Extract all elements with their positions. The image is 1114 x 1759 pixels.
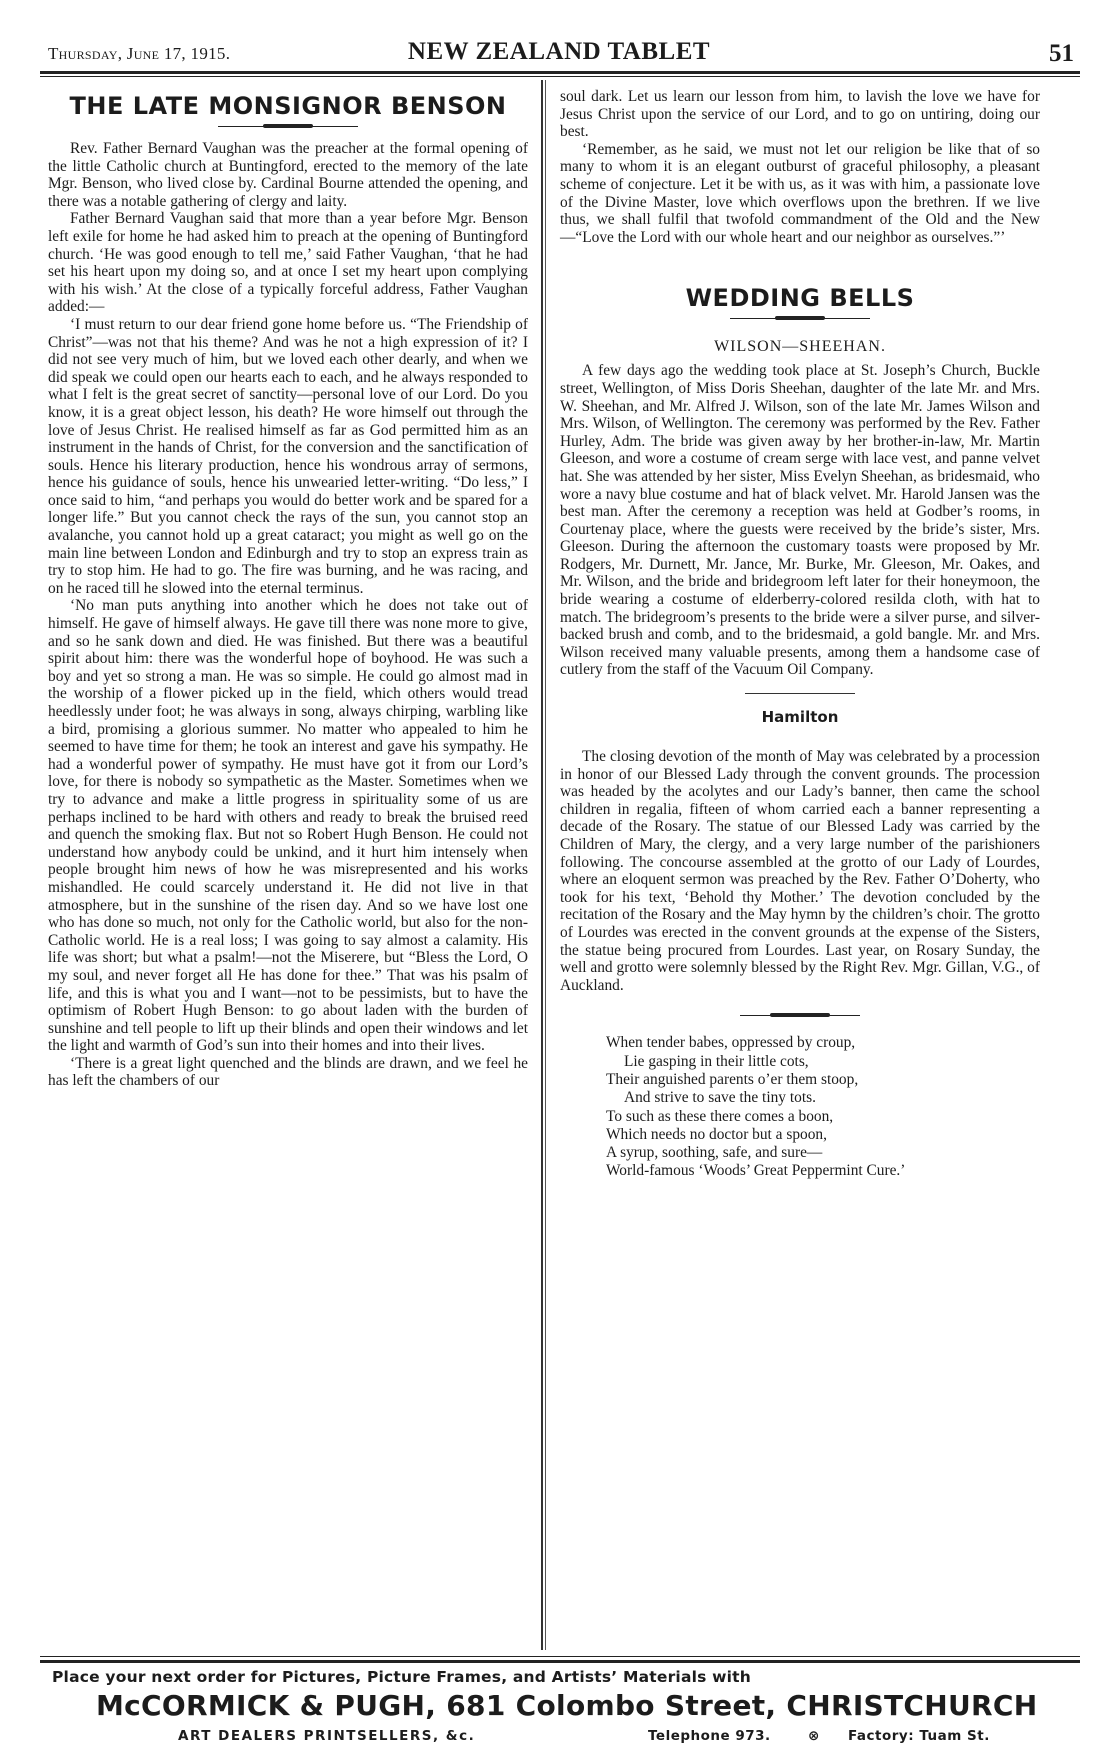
poem-line: To such as these there comes a boon, <box>606 1107 834 1125</box>
hamilton-heading: Hamilton <box>761 708 839 727</box>
wedding-subheading: WILSON—SHEEHAN. <box>714 338 886 356</box>
section-divider <box>745 693 855 694</box>
header-rule-thin <box>40 76 1080 77</box>
article-paragraph: ‘No man puts anything into another which he does not take out of himself. He gave of himself always. He gave till there was none more to give, and so he sank down and died. He was finished. But there was a beautiful spirit about him: there was the wonderful hope of boyhood. He was such a boy and yet so strong a man. He was so simple. He could go almost mad in the worship of a flower picked up in the field, which others would tread heedlessly under foot; he was always in song, always chirping, warbling like a bird, promising a glorious summer. No matter who appealed to him he seemed to have time for them; he took an interest and gave his sympathy. He had a wonderful power of sympathy. He must have got it from our Lord’s love, for there is nobody so sympathetic as the Master. Sometimes when we try to advance and make a little progress in spirituality some of us are perhaps inclined to be hard with others and ready to break the bruised reed and quench the smoking flax. But not so Robert Hugh Benson. He could not understand how anybody could be unkind, and it hurt him intensely when people brought him news of how he was misrepresented and his works mishandled. He could scarcely understand it. He did not live in that atmosphere, but in the sunshine of the risen day. And so we have lost one who has done so much, not only for the Catholic world, but also for the non-Catholic world. He is a real loss; I was going to say almost a calamity. His life was short; but what a psalm!—not the Miserere, but “Bless the Lord, O my soul, and never forget all He has done for thee.” That was his psalm of life, and this is what you and I want—not to be pessimists, but to have the optimism of Robert Hugh Benson: to go about laden with the burden of sunshine and tell people to lift up their blinds and open their windows and let the light and warmth of God’s sun into their homes and into their lives. <box>48 597 528 1055</box>
advertisement-poem <box>606 1034 1040 1180</box>
column-divider-thin <box>545 80 546 1650</box>
section-ornament-rule <box>740 1012 860 1020</box>
advertisement-details <box>178 1728 1078 1744</box>
article-paragraph: ‘Remember, as he said, we must not let our religion be like that of so many to whom it is an elegant outburst of graceful philosophy, a pleasant scheme of conjecture. Let it be with us, as it was with him, a passionate love of the Divine Master, love which overflows upon the brethren. If we live thus, we shall fulfil that twofold commandment of the Old and the New—“Love the Lord with our whole heart and our neighbor as ourselves.”’ <box>560 140 1040 246</box>
publication-title: NEW ZEALAND TABLET <box>407 38 711 65</box>
heading-ornament-rule <box>730 314 870 324</box>
left-column <box>48 88 528 1090</box>
page-number: 51 <box>1049 40 1074 67</box>
advertisement-intro: Place your next order for Pictures, Picture Frames, and Artists’ Materials with <box>52 1668 752 1686</box>
heading-ornament-rule <box>218 122 358 132</box>
footer-rule-thin <box>40 1656 1080 1657</box>
footer-rule-thick <box>40 1660 1080 1663</box>
advertisement-telephone: Telephone 973. <box>648 1728 771 1744</box>
poem-line: A syrup, soothing, safe, and sure— <box>606 1144 823 1162</box>
wedding-paragraph: A few days ago the wedding took place at St. Joseph’s Church, Buckle street, Wellington, of Miss Doris Sheehan, daughter of the late Mr. and Mrs. W. Sheehan, and Mr. Alfred J. Wilson, son of the late Mr. James Wilson and Mrs. Wilson, of Wellington. The ceremony was performed by the Rev. Father Hurley, Adm. The bride was given away by her brother-in-law, Mr. Martin Gleeson, and wore a costume of cream serge with lace vest, and panne velvet hat. She was attended by her sister, Miss Evelyn Sheehan, as bridesmaid, who wore a navy blue costume and hat of black velvet. Mr. Harold Jansen was the best man. After the ceremony a reception was held at Godber’s rooms, in Courtenay place, where the guests were received by the bride’s sister, Mrs. Gleeson. During the afternoon the customary toasts were proposed by Mr. Rodgers, Mr. Durnett, Mr. Jance, Mr. Burke, Mr. Gleeson, Mr. Oakes, and Mr. Wilson, and the bride and bridegroom left later for their honeymoon, the bride wearing a costume of elderberry-colored resilda cloth, with hat to match. The bridegroom’s presents to the bride were a silver purse, and silver-backed brush and comb, and to the bridesmaid, a gold bangle. Mr. and Mrs. Wilson received many valuable presents, among them a handsome case of cutlery from the staff of the Vacuum Oil Company. <box>560 362 1040 679</box>
article-paragraph: Rev. Father Bernard Vaughan was the preacher at the formal opening of the little Catholic church at Buntingford, erected to the memory of the late Mgr. Benson, who lived close by. Cardinal Bourne attended the opening, and there was a notable gathering of clergy and laity. <box>48 140 528 210</box>
column-divider <box>541 80 543 1650</box>
article-paragraph: Father Bernard Vaughan said that more than a year before Mgr. Benson left exile for home he had asked him to preach at the opening of Buntingford church. ‘He was good enough to tell me,’ said Father Vaughan, ‘that he had set his heart upon my doing so, and at once I set my heart upon complying with his wish.’ At the close of a typically forceful address, Father Vaughan added:— <box>48 210 528 316</box>
poem-line: Their anguished parents o’er them stoop, <box>606 1070 859 1088</box>
ornament-icon: ⊗ <box>808 1728 820 1744</box>
poem-line: Lie gasping in their little cots, <box>624 1052 809 1070</box>
page-header <box>40 38 1078 68</box>
article-heading-benson: THE LATE MONSIGNOR BENSON <box>69 92 507 120</box>
advertisement-trade: ART DEALERS PRINTSELLERS, &c. <box>178 1728 476 1744</box>
poem-line: And strive to save the tiny tots. <box>624 1089 816 1107</box>
article-paragraph: ‘There is a great light quenched and the blinds are drawn, and we feel he has left the chambers of our <box>48 1054 528 1090</box>
advertisement-factory: Factory: Tuam St. <box>848 1728 990 1744</box>
hamilton-paragraph: The closing devotion of the month of May was celebrated by a procession in honor of our Blessed Lady through the convent grounds. The procession was headed by the acolytes and our Lady’s banner, then came the school children in regalia, fifteen of whom carried each a banner representing a decade of the Rosary. The statue of our Blessed Lady was carried by the Children of Mary, the clergy, and a very large number of the parishioners following. The concourse assembled at the grotto of our Lady of Lourdes, where an eloquent sermon was preached by the Rev. Father O’Doherty, who took for his text, ‘Behold thy Mother.’ The devotion concluded by the recitation of the Rosary and the May hymn by the children’s choir. The grotto of Lourdes was erected in the convent grounds at the expense of the Sisters, the statue being procured from Lourdes. Last year, on Rosary Sunday, the well and grotto were solemnly blessed by the Right Rev. Mgr. Gillan, V.G., of Auckland. <box>560 748 1040 994</box>
article-paragraph-continued: soul dark. Let us learn our lesson from him, to lavish the love we have for Jesus Christ upon the service of our Lord, and to go on untiring, doing our best. <box>560 88 1040 141</box>
header-rule-thick <box>40 71 1080 74</box>
advertisement-business-name: McCORMICK & PUGH, 681 Colombo Street, CHRISTCHURCH <box>96 1689 1038 1722</box>
poem-line: When tender babes, oppressed by croup, <box>606 1034 856 1052</box>
right-column <box>560 88 1040 1181</box>
issue-date: Thursday, June 17, 1915. <box>48 44 231 63</box>
poem-line: Which needs no doctor but a spoon, <box>606 1125 827 1143</box>
wedding-bells-heading: WEDDING BELLS <box>685 284 915 313</box>
article-paragraph: ‘I must return to our dear friend gone home before us. “The Friendship of Christ”—was not that his theme? And was he not a high expression of it? I did not see very much of him, but we loved each other dearly, and when we did speak we could open our hearts each to each, and he always responded to what I felt is the great secret of sanctity—personal love of our Lord. Do you know, it is a great object lesson, his death? He wore himself out through the love of Jesus Christ. He realised himself as far as God permitted him as an instrument in the hands of Christ, for the conversion and the sanctification of souls. Hence his literary production, hence his wondrous array of sermons, hence his guidance of souls, hence his unwearied letter-writing. “Do less,” I once said to him, “and perhaps you would do better work and be spared for a longer life.” But you cannot check the rays of the sun, you cannot stop an avalanche, you cannot hold up a great cataract; you might as well go on the main line between London and Edinburgh and try to stop an express train as try to stop him. He had to go. The fire was burning, and he was racing, and on he raced till he slowed into the eternal terminus. <box>48 315 528 597</box>
poem-line: World-famous ‘Woods’ Great Peppermint Cure.’ <box>606 1162 906 1180</box>
